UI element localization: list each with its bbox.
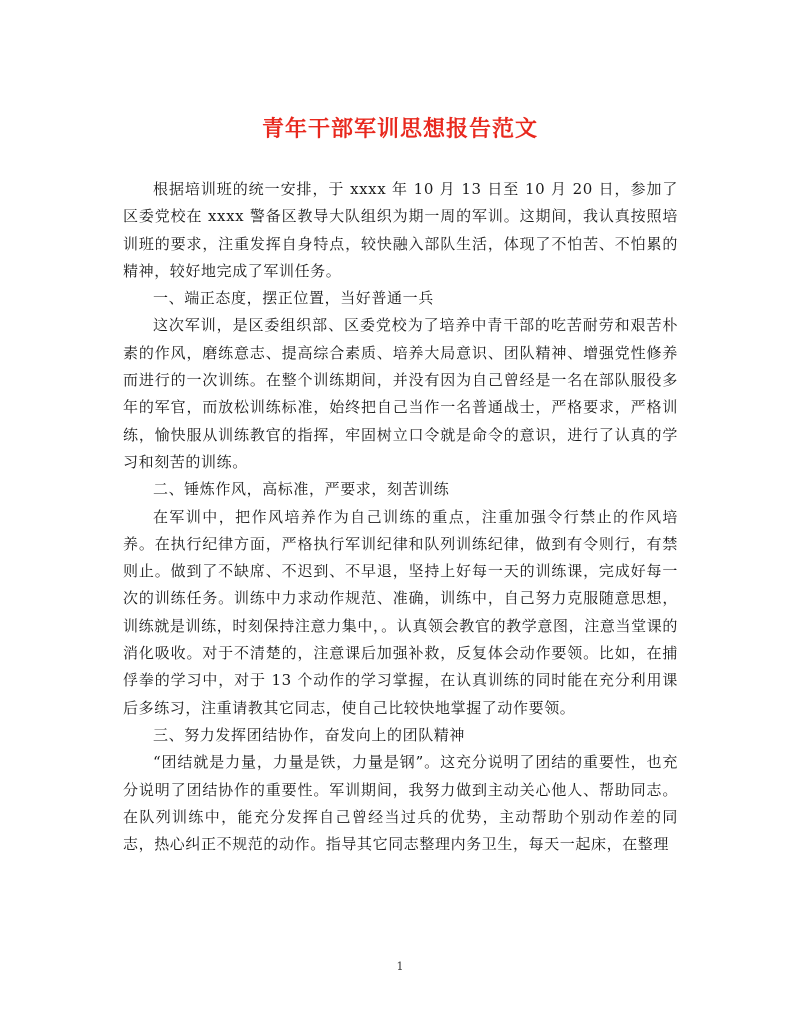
section-heading-3: 三、努力发挥团结协作，奋发向上的团队精神: [153, 725, 466, 744]
paragraph-section-3: “团结就是力量，力量是铁，力量是钢”。这充分说明了团结的重要性，也充分说明了团结协作的重要性。军训期间，我努力做到主动关心他人、帮助同志。在队列训练中，能充分发挥自己曾经当过兵的优势，主动帮助个别动作差的同志，热心纠正不规范的动作。指导其它同志整理内务卫生，每天一起床，在整理: [123, 753, 678, 854]
document-title: 青年干部军训思想报告范文: [261, 116, 538, 142]
paragraph-intro: 根据培训班的统一安排，于 xxxx 年 10 月 13 日至 10 月 20 日，参加了区委党校在 xxxx 警备区教导大队组织为期一周的军训。这期间，我认真按照培训班的要求，注重发挥自身特点，较快融入部队生活，体现了不怕苦、不怕累的精神，较好地完成了军训任务。: [123, 180, 678, 280]
section-heading-1: 一、端正态度，摆正位置，当好普通一兵: [153, 289, 434, 308]
document-body: [123, 176, 678, 858]
paragraph-section-1: 这次军训，是区委组织部、区委党校为了培养中青干部的吃苦耐劳和艰苦朴素的作风，磨练意志、提高综合素质、培养大局意识、团队精神、增强党性修养而进行的一次训练。在整个训练期间，并没有因为自己曾经是一名在部队服役多年的军官，而放松训练标准，始终把自己当作一名普通战士，严格要求，严格训练，愉快服从训练教官的指挥，牢固树立口令就是命令的意识，进行了认真的学习和刻苦的训练。: [123, 316, 678, 471]
section-heading-2: 二、锤炼作风，高标准，严要求，刻苦训练: [153, 480, 450, 499]
page-number: 1: [396, 960, 404, 973]
paragraph-section-2: 在军训中，把作风培养作为自己训练的重点，注重加强令行禁止的作风培养。在执行纪律方面，严格执行军训纪律和队列训练纪律，做到有令则行，有禁则止。做到了不缺席、不迟到、不早退，坚持上好每一天的训练课，完成好每一次的训练任务。训练中力求动作规范、准确，训练中，自己努力克服随意思想，训练就是训练，时刻保持注意力集中，。认真领会教官的教学意图，注意当堂课的消化吸收。对于不清楚的，注意课后加强补救，反复体会动作要领。比如，在捕俘拳的学习中，对于 13 个动作的学习掌握，在认真训练的同时能在充分利用课后多练习，注重请教其它同志，使自己比较快地掌握了动作要领。: [123, 507, 678, 717]
